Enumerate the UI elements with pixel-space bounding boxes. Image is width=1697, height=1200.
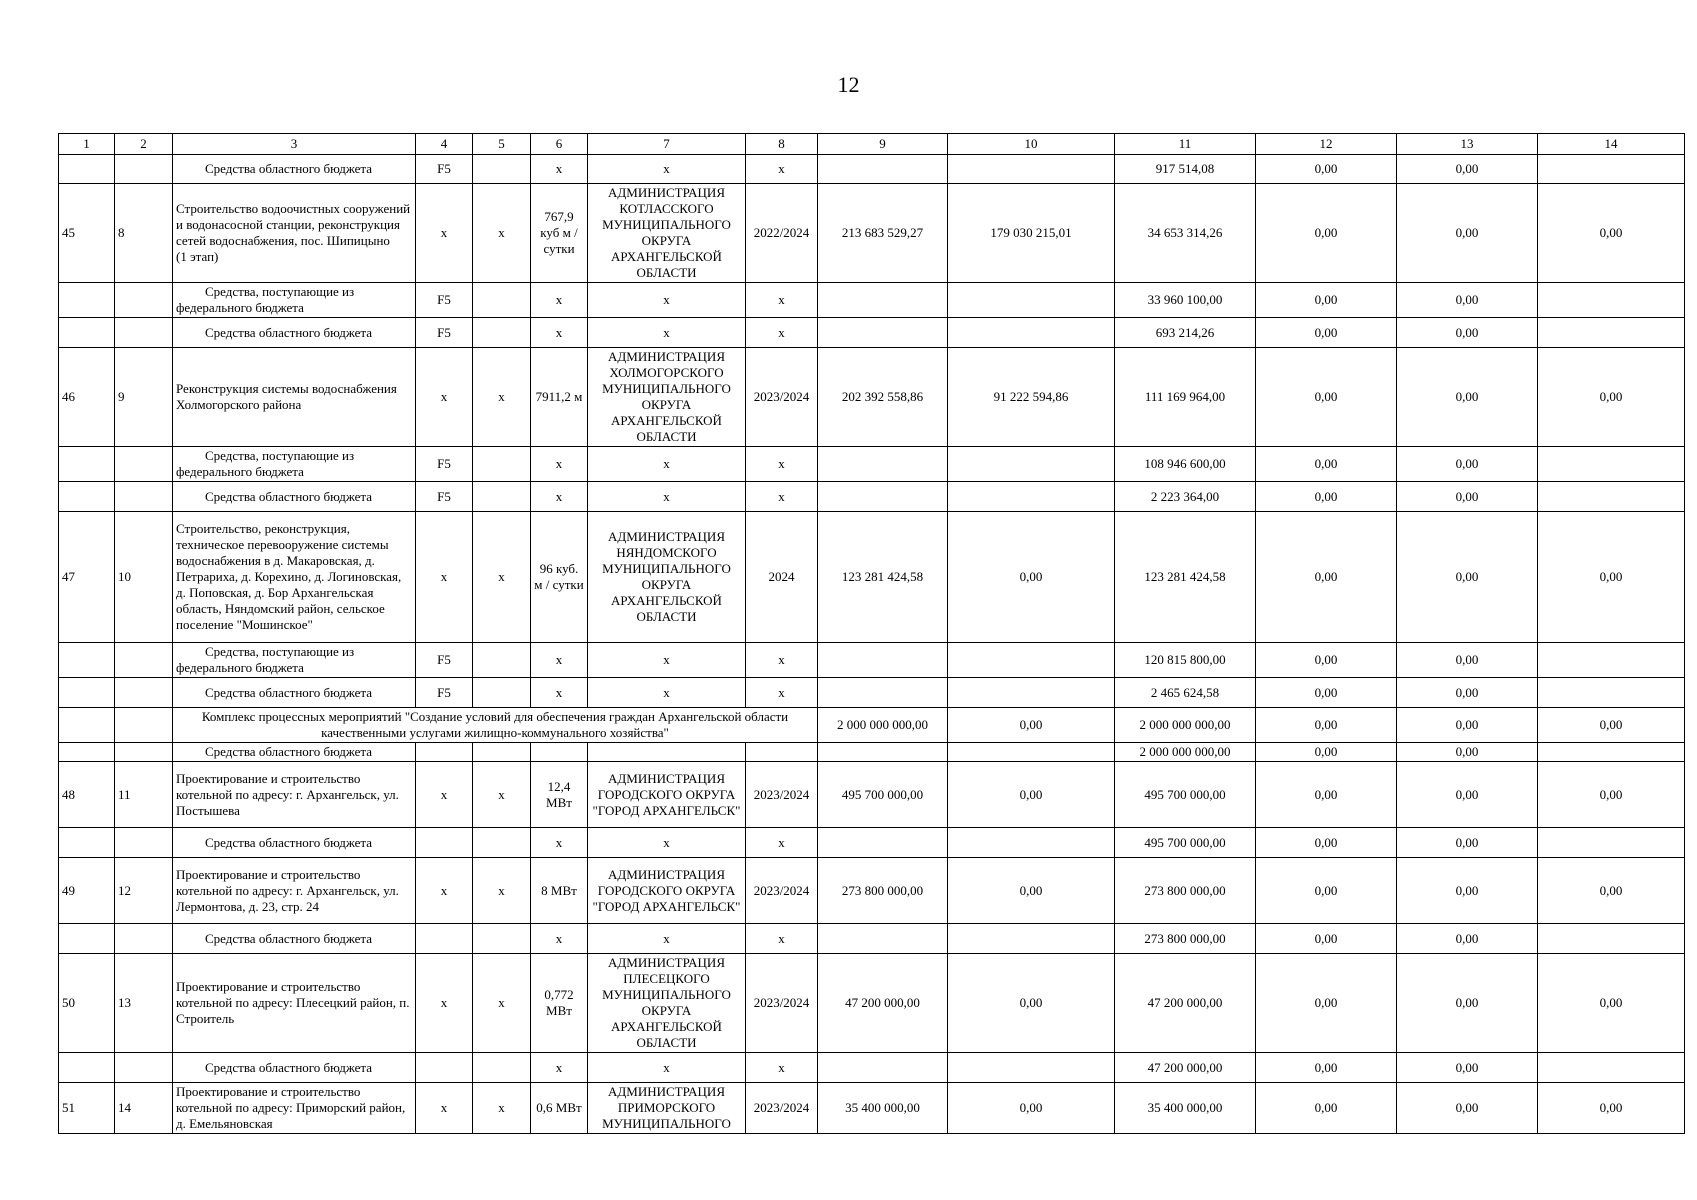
col-local-no xyxy=(115,283,173,318)
col-global-no xyxy=(59,743,115,762)
col-2026: 0,00 xyxy=(1397,743,1538,762)
header-cell: 7 xyxy=(588,134,746,155)
col-2025: 0,00 xyxy=(1256,348,1397,447)
col-capacity: х xyxy=(531,447,588,482)
col-period: 2023/2024 xyxy=(746,762,818,828)
col-name: Проектирование и строительство котельной по адресу: г. Архангельск, ул. Лермонтова, д. 23, стр. 24 xyxy=(173,858,416,924)
col-2025: 0,00 xyxy=(1256,512,1397,643)
col-14 xyxy=(1538,924,1685,954)
col-14 xyxy=(1538,678,1685,708)
col-capacity: х xyxy=(531,678,588,708)
col-global-no xyxy=(59,678,115,708)
col-5 xyxy=(473,447,531,482)
col-executor: х xyxy=(588,678,746,708)
col-2024: 2 000 000 000,00 xyxy=(1115,708,1256,743)
table-row xyxy=(59,283,1685,318)
col-5 xyxy=(473,155,531,184)
col-total-cost xyxy=(818,643,948,678)
col-2026: 0,00 xyxy=(1397,858,1538,924)
col-5 xyxy=(473,828,531,858)
header-cell: 1 xyxy=(59,134,115,155)
col-executor: х xyxy=(588,447,746,482)
table-row xyxy=(59,184,1685,283)
col-2026: 0,00 xyxy=(1397,762,1538,828)
col-period: х xyxy=(746,283,818,318)
col-5: х xyxy=(473,954,531,1053)
col-local-no xyxy=(115,1053,173,1083)
table-row xyxy=(59,828,1685,858)
col-2026: 0,00 xyxy=(1397,283,1538,318)
col-14: 0,00 xyxy=(1538,858,1685,924)
col-executor: АДМИНИСТРАЦИЯ ГОРОДСКОГО ОКРУГА "ГОРОД АРХАНГЕЛЬСК" xyxy=(588,858,746,924)
col-local-no xyxy=(115,708,173,743)
col-2025: 0,00 xyxy=(1256,954,1397,1053)
col-2026: 0,00 xyxy=(1397,1083,1538,1134)
col-global-no xyxy=(59,828,115,858)
header-cell: 8 xyxy=(746,134,818,155)
col-local-no: 9 xyxy=(115,348,173,447)
col-local-no xyxy=(115,447,173,482)
col-2026: 0,00 xyxy=(1397,708,1538,743)
col-2024: 693 214,26 xyxy=(1115,318,1256,348)
col-local-no xyxy=(115,828,173,858)
header-cell: 10 xyxy=(948,134,1115,155)
col-5 xyxy=(473,643,531,678)
col-executor: АДМИНИСТРАЦИЯ ХОЛМОГОРСКОГО МУНИЦИПАЛЬНОГО ОКРУГА АРХАНГЕЛЬСКОЙ ОБЛАСТИ xyxy=(588,348,746,447)
col-name: Средства, поступающие из федерального бюджета xyxy=(173,283,416,318)
col-local-no: 12 xyxy=(115,858,173,924)
col-period: х xyxy=(746,1053,818,1083)
header-cell: 2 xyxy=(115,134,173,155)
page-number: 12 xyxy=(837,72,860,97)
col-5: х xyxy=(473,858,531,924)
table-row xyxy=(59,678,1685,708)
col-2026: 0,00 xyxy=(1397,1053,1538,1083)
col-code: F5 xyxy=(416,283,473,318)
col-2025: 0,00 xyxy=(1256,708,1397,743)
col-local-no: 10 xyxy=(115,512,173,643)
header-cell: 11 xyxy=(1115,134,1256,155)
col-capacity: 96 куб. м / сутки xyxy=(531,512,588,643)
col-global-no: 48 xyxy=(59,762,115,828)
col-executor: х xyxy=(588,283,746,318)
col-2024: 273 800 000,00 xyxy=(1115,858,1256,924)
col-global-no xyxy=(59,283,115,318)
header-cell: 3 xyxy=(173,134,416,155)
col-14: 0,00 xyxy=(1538,954,1685,1053)
col-14 xyxy=(1538,447,1685,482)
col-14: 0,00 xyxy=(1538,1083,1685,1134)
col-14 xyxy=(1538,283,1685,318)
col-5: х xyxy=(473,1083,531,1134)
table-row xyxy=(59,318,1685,348)
col-name: Средства областного бюджета xyxy=(173,318,416,348)
col-period: х xyxy=(746,678,818,708)
col-14 xyxy=(1538,318,1685,348)
table-row xyxy=(59,643,1685,678)
col-2024: 495 700 000,00 xyxy=(1115,828,1256,858)
col-name: Средства областного бюджета xyxy=(173,1053,416,1083)
col-14: 0,00 xyxy=(1538,708,1685,743)
col-period: 2023/2024 xyxy=(746,858,818,924)
col-capacity: 0,6 МВт xyxy=(531,1083,588,1134)
col-total-cost: 273 800 000,00 xyxy=(818,858,948,924)
col-total-cost: 123 281 424,58 xyxy=(818,512,948,643)
header-cell: 5 xyxy=(473,134,531,155)
header-cell: 13 xyxy=(1397,134,1538,155)
col-5: х xyxy=(473,348,531,447)
col-prior-funding xyxy=(948,318,1115,348)
col-2024: 111 169 964,00 xyxy=(1115,348,1256,447)
col-code: х xyxy=(416,762,473,828)
col-period: х xyxy=(746,482,818,512)
col-2025: 0,00 xyxy=(1256,318,1397,348)
col-prior-funding xyxy=(948,828,1115,858)
col-local-no: 8 xyxy=(115,184,173,283)
col-2025: 0,00 xyxy=(1256,184,1397,283)
col-name: Средства областного бюджета xyxy=(173,482,416,512)
col-2025: 0,00 xyxy=(1256,643,1397,678)
col-code: х xyxy=(416,184,473,283)
col-capacity: х xyxy=(531,318,588,348)
col-total-cost xyxy=(818,283,948,318)
col-local-no xyxy=(115,743,173,762)
col-2025: 0,00 xyxy=(1256,828,1397,858)
col-5 xyxy=(473,678,531,708)
col-total-cost: 202 392 558,86 xyxy=(818,348,948,447)
col-2024: 34 653 314,26 xyxy=(1115,184,1256,283)
col-executor: х xyxy=(588,318,746,348)
col-global-no xyxy=(59,1053,115,1083)
col-code: F5 xyxy=(416,643,473,678)
col-prior-funding xyxy=(948,678,1115,708)
col-code: х xyxy=(416,858,473,924)
col-capacity: 8 МВт xyxy=(531,858,588,924)
table-row xyxy=(59,482,1685,512)
col-prior-funding xyxy=(948,283,1115,318)
table-row xyxy=(59,348,1685,447)
col-period: 2022/2024 xyxy=(746,184,818,283)
table-row xyxy=(59,1083,1685,1134)
col-5 xyxy=(473,743,531,762)
col-5: х xyxy=(473,762,531,828)
col-14 xyxy=(1538,828,1685,858)
col-capacity: 767,9 куб м / сутки xyxy=(531,184,588,283)
col-5: х xyxy=(473,184,531,283)
col-executor: х xyxy=(588,482,746,512)
table-row xyxy=(59,858,1685,924)
col-prior-funding: 179 030 215,01 xyxy=(948,184,1115,283)
col-code: F5 xyxy=(416,482,473,512)
col-5: х xyxy=(473,512,531,643)
col-2024: 35 400 000,00 xyxy=(1115,1083,1256,1134)
col-capacity: 12,4 МВт xyxy=(531,762,588,828)
col-total-cost xyxy=(818,155,948,184)
table-row xyxy=(59,447,1685,482)
col-prior-funding: 0,00 xyxy=(948,708,1115,743)
col-total-cost: 495 700 000,00 xyxy=(818,762,948,828)
col-total-cost: 2 000 000 000,00 xyxy=(818,708,948,743)
col-2025: 0,00 xyxy=(1256,743,1397,762)
col-code: F5 xyxy=(416,678,473,708)
col-prior-funding: 0,00 xyxy=(948,512,1115,643)
col-2024: 33 960 100,00 xyxy=(1115,283,1256,318)
col-executor: АДМИНИСТРАЦИЯ ГОРОДСКОГО ОКРУГА "ГОРОД АРХАНГЕЛЬСК" xyxy=(588,762,746,828)
col-prior-funding xyxy=(948,482,1115,512)
col-period xyxy=(746,743,818,762)
col-total-cost: 35 400 000,00 xyxy=(818,1083,948,1134)
table-row xyxy=(59,954,1685,1053)
col-5 xyxy=(473,318,531,348)
col-name: Средства областного бюджета xyxy=(173,924,416,954)
col-executor: х xyxy=(588,924,746,954)
col-2026: 0,00 xyxy=(1397,643,1538,678)
col-14: 0,00 xyxy=(1538,184,1685,283)
col-14 xyxy=(1538,743,1685,762)
col-2024: 47 200 000,00 xyxy=(1115,954,1256,1053)
header-cell: 12 xyxy=(1256,134,1397,155)
col-2025: 0,00 xyxy=(1256,1083,1397,1134)
col-capacity: х xyxy=(531,155,588,184)
col-executor xyxy=(588,743,746,762)
col-executor: х xyxy=(588,828,746,858)
col-total-cost xyxy=(818,1053,948,1083)
table-row xyxy=(59,743,1685,762)
col-2024: 273 800 000,00 xyxy=(1115,924,1256,954)
col-global-no xyxy=(59,155,115,184)
col-2026: 0,00 xyxy=(1397,482,1538,512)
col-name: Проектирование и строительство котельной по адресу: Плесецкий район, п. Строитель xyxy=(173,954,416,1053)
table-row xyxy=(59,762,1685,828)
col-local-no xyxy=(115,155,173,184)
col-period: 2024 xyxy=(746,512,818,643)
col-global-no: 45 xyxy=(59,184,115,283)
col-2025: 0,00 xyxy=(1256,762,1397,828)
col-2025: 0,00 xyxy=(1256,1053,1397,1083)
col-global-no xyxy=(59,924,115,954)
col-2024: 917 514,08 xyxy=(1115,155,1256,184)
table-body xyxy=(59,134,1685,1134)
col-2025: 0,00 xyxy=(1256,447,1397,482)
col-2024: 47 200 000,00 xyxy=(1115,1053,1256,1083)
col-2024: 108 946 600,00 xyxy=(1115,447,1256,482)
col-2025: 0,00 xyxy=(1256,155,1397,184)
col-name: Средства, поступающие из федерального бюджета xyxy=(173,447,416,482)
col-global-no xyxy=(59,318,115,348)
col-period: 2023/2024 xyxy=(746,348,818,447)
col-5 xyxy=(473,924,531,954)
table-row xyxy=(59,155,1685,184)
col-total-cost xyxy=(818,678,948,708)
col-code: F5 xyxy=(416,155,473,184)
col-14: 0,00 xyxy=(1538,512,1685,643)
col-2024: 120 815 800,00 xyxy=(1115,643,1256,678)
col-5 xyxy=(473,283,531,318)
col-14 xyxy=(1538,1053,1685,1083)
col-code xyxy=(416,743,473,762)
col-global-no: 47 xyxy=(59,512,115,643)
col-5 xyxy=(473,1053,531,1083)
col-2026: 0,00 xyxy=(1397,828,1538,858)
col-14: 0,00 xyxy=(1538,762,1685,828)
col-code xyxy=(416,1053,473,1083)
col-total-cost xyxy=(818,482,948,512)
col-global-no xyxy=(59,482,115,512)
col-total-cost xyxy=(818,828,948,858)
col-executor: х xyxy=(588,155,746,184)
col-2026: 0,00 xyxy=(1397,348,1538,447)
col-capacity xyxy=(531,743,588,762)
col-code xyxy=(416,924,473,954)
col-2025: 0,00 xyxy=(1256,482,1397,512)
col-2026: 0,00 xyxy=(1397,512,1538,643)
col-name: Средства областного бюджета xyxy=(173,828,416,858)
col-2026: 0,00 xyxy=(1397,678,1538,708)
col-executor: х xyxy=(588,1053,746,1083)
header-cell: 4 xyxy=(416,134,473,155)
col-executor: АДМИНИСТРАЦИЯ ПЛЕСЕЦКОГО МУНИЦИПАЛЬНОГО ОКРУГА АРХАНГЕЛЬСКОЙ ОБЛАСТИ xyxy=(588,954,746,1053)
col-period: х xyxy=(746,643,818,678)
col-2026: 0,00 xyxy=(1397,924,1538,954)
col-executor: АДМИНИСТРАЦИЯ КОТЛАССКОГО МУНИЦИПАЛЬНОГО ОКРУГА АРХАНГЕЛЬСКОЙ ОБЛАСТИ xyxy=(588,184,746,283)
col-prior-funding xyxy=(948,643,1115,678)
col-total-cost: 213 683 529,27 xyxy=(818,184,948,283)
col-capacity: х xyxy=(531,482,588,512)
col-name: Средства областного бюджета xyxy=(173,678,416,708)
col-local-no: 11 xyxy=(115,762,173,828)
col-2025: 0,00 xyxy=(1256,858,1397,924)
col-total-cost xyxy=(818,743,948,762)
col-2026: 0,00 xyxy=(1397,318,1538,348)
header-cell: 6 xyxy=(531,134,588,155)
col-prior-funding xyxy=(948,743,1115,762)
col-name: Строительство водоочистных сооружений и водонасосной станции, реконструкция сетей водоснабжения, пос. Шипицыно (1 этап) xyxy=(173,184,416,283)
col-2025: 0,00 xyxy=(1256,924,1397,954)
col-name: Средства областного бюджета xyxy=(173,743,416,762)
header-cell: 14 xyxy=(1538,134,1685,155)
col-global-no xyxy=(59,643,115,678)
col-2026: 0,00 xyxy=(1397,184,1538,283)
col-total-cost xyxy=(818,447,948,482)
col-code xyxy=(416,828,473,858)
col-total-cost: 47 200 000,00 xyxy=(818,954,948,1053)
col-period: х xyxy=(746,318,818,348)
table-row xyxy=(59,1053,1685,1083)
table-row xyxy=(59,924,1685,954)
col-capacity: х xyxy=(531,924,588,954)
col-period: 2023/2024 xyxy=(746,954,818,1053)
col-2025: 0,00 xyxy=(1256,678,1397,708)
col-local-no xyxy=(115,482,173,512)
col-capacity: х xyxy=(531,828,588,858)
col-14 xyxy=(1538,155,1685,184)
col-executor: АДМИНИСТРАЦИЯ НЯНДОМСКОГО МУНИЦИПАЛЬНОГО ОКРУГА АРХАНГЕЛЬСКОЙ ОБЛАСТИ xyxy=(588,512,746,643)
col-prior-funding xyxy=(948,1053,1115,1083)
col-executor: АДМИНИСТРАЦИЯ ПРИМОРСКОГО МУНИЦИПАЛЬНОГО xyxy=(588,1083,746,1134)
col-global-no xyxy=(59,708,115,743)
col-2026: 0,00 xyxy=(1397,447,1538,482)
col-2024: 495 700 000,00 xyxy=(1115,762,1256,828)
col-prior-funding xyxy=(948,447,1115,482)
col-2026: 0,00 xyxy=(1397,155,1538,184)
col-global-no xyxy=(59,447,115,482)
col-local-no xyxy=(115,643,173,678)
col-prior-funding: 0,00 xyxy=(948,954,1115,1053)
col-local-no xyxy=(115,924,173,954)
col-local-no: 13 xyxy=(115,954,173,1053)
table-row xyxy=(59,708,1685,743)
col-period: 2023/2024 xyxy=(746,1083,818,1134)
col-2024: 2 465 624,58 xyxy=(1115,678,1256,708)
complex-title: Комплекс процессных мероприятий "Создание условий для обеспечения граждан Архангельской области качественными услугами жилищно-коммунального хозяйства" xyxy=(173,708,818,743)
col-name: Средства, поступающие из федерального бюджета xyxy=(173,643,416,678)
col-name: Проектирование и строительство котельной по адресу: г. Архангельск, ул. Постышева xyxy=(173,762,416,828)
col-code: х xyxy=(416,1083,473,1134)
table-row xyxy=(59,512,1685,643)
col-local-no xyxy=(115,318,173,348)
col-2026: 0,00 xyxy=(1397,954,1538,1053)
col-total-cost xyxy=(818,924,948,954)
col-2024: 2 000 000 000,00 xyxy=(1115,743,1256,762)
col-code: F5 xyxy=(416,447,473,482)
col-prior-funding: 0,00 xyxy=(948,762,1115,828)
col-global-no: 46 xyxy=(59,348,115,447)
col-capacity: х xyxy=(531,283,588,318)
col-capacity: 0,772 МВт xyxy=(531,954,588,1053)
col-name: Строительство, реконструкция, техническое перевооружение системы водоснабжения в д. Макаровская, д. Петрариха, д. Корехино, д. Логиновская, д. Поповская, д. Бор Архангельская область, Няндомский район, сельское поселение "Мошинское" xyxy=(173,512,416,643)
col-global-no: 51 xyxy=(59,1083,115,1134)
col-14 xyxy=(1538,643,1685,678)
col-5 xyxy=(473,482,531,512)
col-local-no xyxy=(115,678,173,708)
col-name: Реконструкция системы водоснабжения Холмогорского района xyxy=(173,348,416,447)
col-code: F5 xyxy=(416,318,473,348)
col-2025: 0,00 xyxy=(1256,283,1397,318)
col-name: Средства областного бюджета xyxy=(173,155,416,184)
col-period: х xyxy=(746,447,818,482)
col-prior-funding xyxy=(948,155,1115,184)
col-local-no: 14 xyxy=(115,1083,173,1134)
col-capacity: х xyxy=(531,643,588,678)
col-period: х xyxy=(746,924,818,954)
col-code: х xyxy=(416,512,473,643)
col-prior-funding xyxy=(948,924,1115,954)
col-executor: х xyxy=(588,643,746,678)
col-prior-funding: 0,00 xyxy=(948,1083,1115,1134)
col-code: х xyxy=(416,954,473,1053)
col-period: х xyxy=(746,155,818,184)
col-global-no: 49 xyxy=(59,858,115,924)
col-code: х xyxy=(416,348,473,447)
col-14: 0,00 xyxy=(1538,348,1685,447)
col-total-cost xyxy=(818,318,948,348)
col-global-no: 50 xyxy=(59,954,115,1053)
budget-table xyxy=(58,133,1685,1134)
col-name: Проектирование и строительство котельной по адресу: Приморский район, д. Емельяновская xyxy=(173,1083,416,1134)
col-2024: 2 223 364,00 xyxy=(1115,482,1256,512)
col-prior-funding: 91 222 594,86 xyxy=(948,348,1115,447)
col-2024: 123 281 424,58 xyxy=(1115,512,1256,643)
header-cell: 9 xyxy=(818,134,948,155)
col-period: х xyxy=(746,828,818,858)
col-capacity: х xyxy=(531,1053,588,1083)
col-capacity: 7911,2 м xyxy=(531,348,588,447)
header-row xyxy=(59,134,1685,155)
col-prior-funding: 0,00 xyxy=(948,858,1115,924)
col-14 xyxy=(1538,482,1685,512)
